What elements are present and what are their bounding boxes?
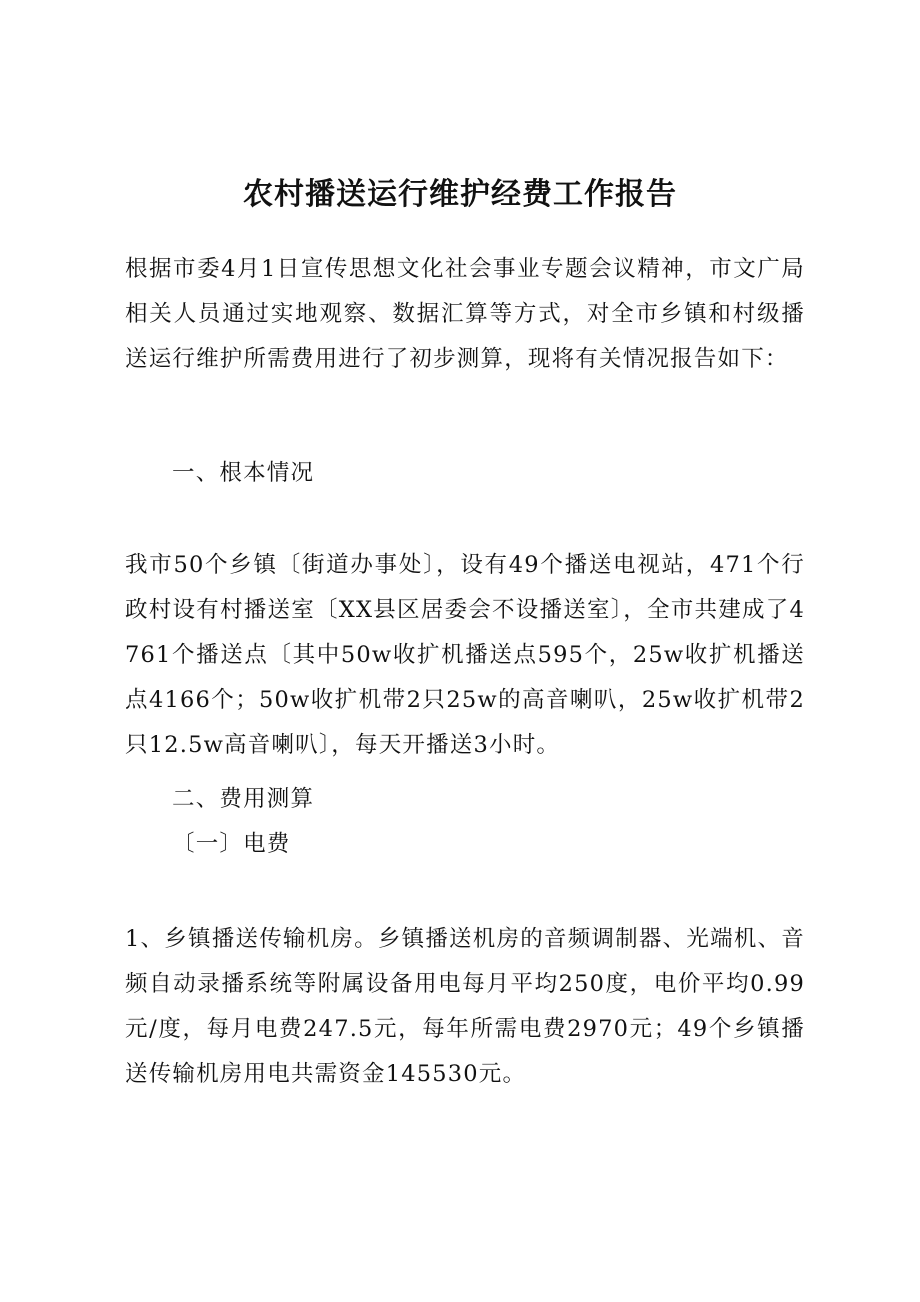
basic-situation-paragraph: 我市50个乡镇〔街道办事处〕，设有49个播送电视站，471个行政村设有村播送室〔XX县区居委会不设播送室〕，全市共建成了4761个播送点〔其中50w收扩机播送点595个，25w收扩机播送点4166个；50w收扩机带2只25w的高音喇叭，25w收扩机带2只12.5w高音喇叭〕，每天开播送3小时。 (125, 552, 805, 758)
intro-paragraph: 根据市委4月1日宣传思想文化社会事业专题会议精神，市文广局相关人员通过实地观察、数据汇算等方式，对全市乡镇和村级播送运行维护所需费用进行了初步测算，现将有关情况报告如下： (125, 256, 805, 372)
item-1-paragraph: 1、乡镇播送传输机房。乡镇播送机房的音频调制器、光端机、音频自动录播系统等附属设备用电每月平均250度，电价平均0.99元/度，每月电费247.5元，每年所需电费2970元；49个乡镇播送传输机房用电共需资金145530元。 (125, 926, 805, 1087)
section-heading-basic-situation: 一、根本情况 (172, 460, 315, 486)
subsection-heading-electricity: 〔一〕电费 (172, 831, 291, 857)
document-title: 农村播送运行维护经费工作报告 (243, 177, 677, 212)
section-heading-cost-estimate: 二、费用测算 (172, 786, 315, 812)
